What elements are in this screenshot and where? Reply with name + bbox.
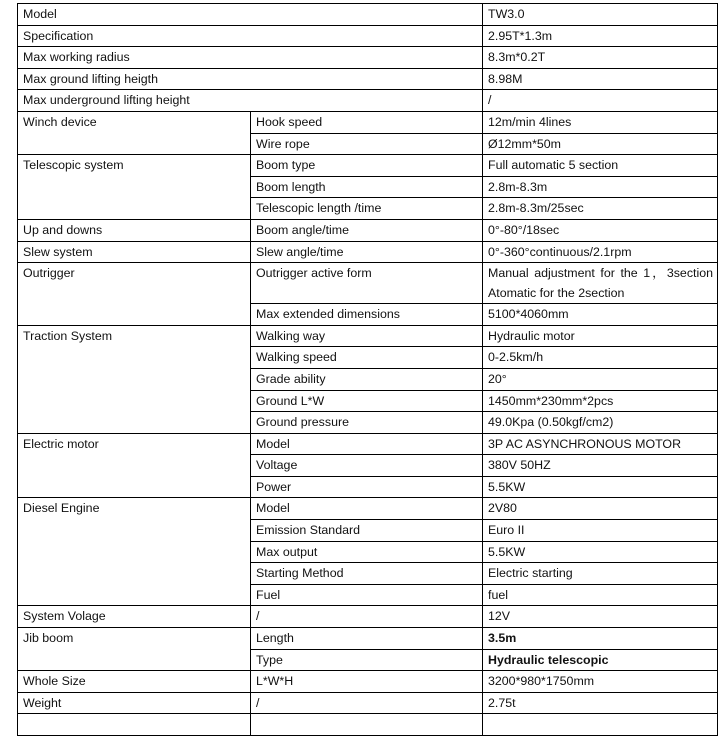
row-label: Max ground lifting heigth <box>18 68 483 90</box>
table-row <box>18 325 718 347</box>
table-row <box>18 241 718 263</box>
table-row <box>18 47 718 69</box>
sub-label: Walking way <box>251 325 483 347</box>
row-value: 3.5m <box>483 628 718 650</box>
row-value: 5100*4060mm <box>483 304 718 326</box>
table-row <box>18 263 718 304</box>
sub-label: Max extended dimensions <box>251 304 483 326</box>
table-row <box>18 628 718 650</box>
sub-label: Walking speed <box>251 347 483 369</box>
row-value: 2.75t <box>483 692 718 714</box>
row-value: 2V80 <box>483 498 718 520</box>
sub-label: Boom angle/time <box>251 219 483 241</box>
sub-label: Ground L*W <box>251 390 483 412</box>
row-value: 5.5KW <box>483 541 718 563</box>
group-label: Whole Size <box>18 671 251 693</box>
sub-label: / <box>251 692 483 714</box>
group-label: Diesel Engine <box>18 498 251 606</box>
row-value: 49.0Kpa (0.50kgf/cm2) <box>483 412 718 434</box>
row-value: 3200*980*1750mm <box>483 671 718 693</box>
row-value: 12m/min 4lines <box>483 111 718 133</box>
sub-label: Hook speed <box>251 111 483 133</box>
sub-label: Ground pressure <box>251 412 483 434</box>
group-label: Electric motor <box>18 433 251 498</box>
row-value: 3P AC ASYNCHRONOUS MOTOR <box>483 433 718 455</box>
row-value: 12V <box>483 606 718 628</box>
sub-label: L*W*H <box>251 671 483 693</box>
table-row <box>18 219 718 241</box>
sub-label: Model <box>251 498 483 520</box>
table-row <box>18 68 718 90</box>
table-row <box>18 4 718 26</box>
sub-label: Boom length <box>251 176 483 198</box>
sub-label: Wire rope <box>251 133 483 155</box>
table-row <box>18 111 718 133</box>
row-label: Max working radius <box>18 47 483 69</box>
table-row <box>18 90 718 112</box>
row-value: 0°-360°continuous/2.1rpm <box>483 241 718 263</box>
group-label: Slew system <box>18 241 251 263</box>
group-label: System Volage <box>18 606 251 628</box>
row-value: TW3.0 <box>483 4 718 26</box>
row-value: Ø12mm*50m <box>483 133 718 155</box>
row-value: Euro II <box>483 520 718 542</box>
table-row <box>18 714 718 736</box>
sub-label: / <box>251 606 483 628</box>
row-label: Max underground lifting height <box>18 90 483 112</box>
sub-label: Model <box>251 433 483 455</box>
row-label: Model <box>18 4 483 26</box>
sub-label: Slew angle/time <box>251 241 483 263</box>
sub-label: Voltage <box>251 455 483 477</box>
row-label: Specification <box>18 25 483 47</box>
sub-label: Max output <box>251 541 483 563</box>
row-value: Hydraulic motor <box>483 325 718 347</box>
sub-label: Grade ability <box>251 368 483 390</box>
group-label: Traction System <box>18 325 251 433</box>
row-value: 8.3m*0.2T <box>483 47 718 69</box>
table-row <box>18 25 718 47</box>
group-label: Up and downs <box>18 219 251 241</box>
table-row <box>18 671 718 693</box>
table-row <box>18 498 718 520</box>
row-value: 5.5KW <box>483 476 718 498</box>
sub-label: Power <box>251 476 483 498</box>
group-label: Outrigger <box>18 263 251 326</box>
spec-table <box>17 3 718 736</box>
sub-label: Telescopic length /time <box>251 198 483 220</box>
row-value: Manual adjustment for the 1，3section Atomatic for the 2section <box>483 263 718 304</box>
group-label: Jib boom <box>18 628 251 671</box>
sub-label: Length <box>251 628 483 650</box>
row-value: 0°-80°/18sec <box>483 219 718 241</box>
row-value: / <box>483 90 718 112</box>
table-row <box>18 155 718 177</box>
group-label: Winch device <box>18 111 251 154</box>
table-row <box>18 692 718 714</box>
table-row <box>18 433 718 455</box>
row-value: 0-2.5km/h <box>483 347 718 369</box>
sub-label: Type <box>251 649 483 671</box>
sub-label: Boom type <box>251 155 483 177</box>
row-value: 2.8m-8.3m/25sec <box>483 198 718 220</box>
sub-label: Starting Method <box>251 563 483 585</box>
sub-label: Outrigger active form <box>251 263 483 304</box>
row-value: 2.95T*1.3m <box>483 25 718 47</box>
group-label: Weight <box>18 692 251 714</box>
table-row <box>18 606 718 628</box>
sub-label: Fuel <box>251 584 483 606</box>
row-value: 2.8m-8.3m <box>483 176 718 198</box>
row-value: 8.98M <box>483 68 718 90</box>
row-value: 1450mm*230mm*2pcs <box>483 390 718 412</box>
row-value: 20° <box>483 368 718 390</box>
row-value: Electric starting <box>483 563 718 585</box>
row-value: Hydraulic telescopic <box>483 649 718 671</box>
sub-label: Emission Standard <box>251 520 483 542</box>
row-value: fuel <box>483 584 718 606</box>
row-value: 380V 50HZ <box>483 455 718 477</box>
row-value: Full automatic 5 section <box>483 155 718 177</box>
group-label: Telescopic system <box>18 155 251 220</box>
